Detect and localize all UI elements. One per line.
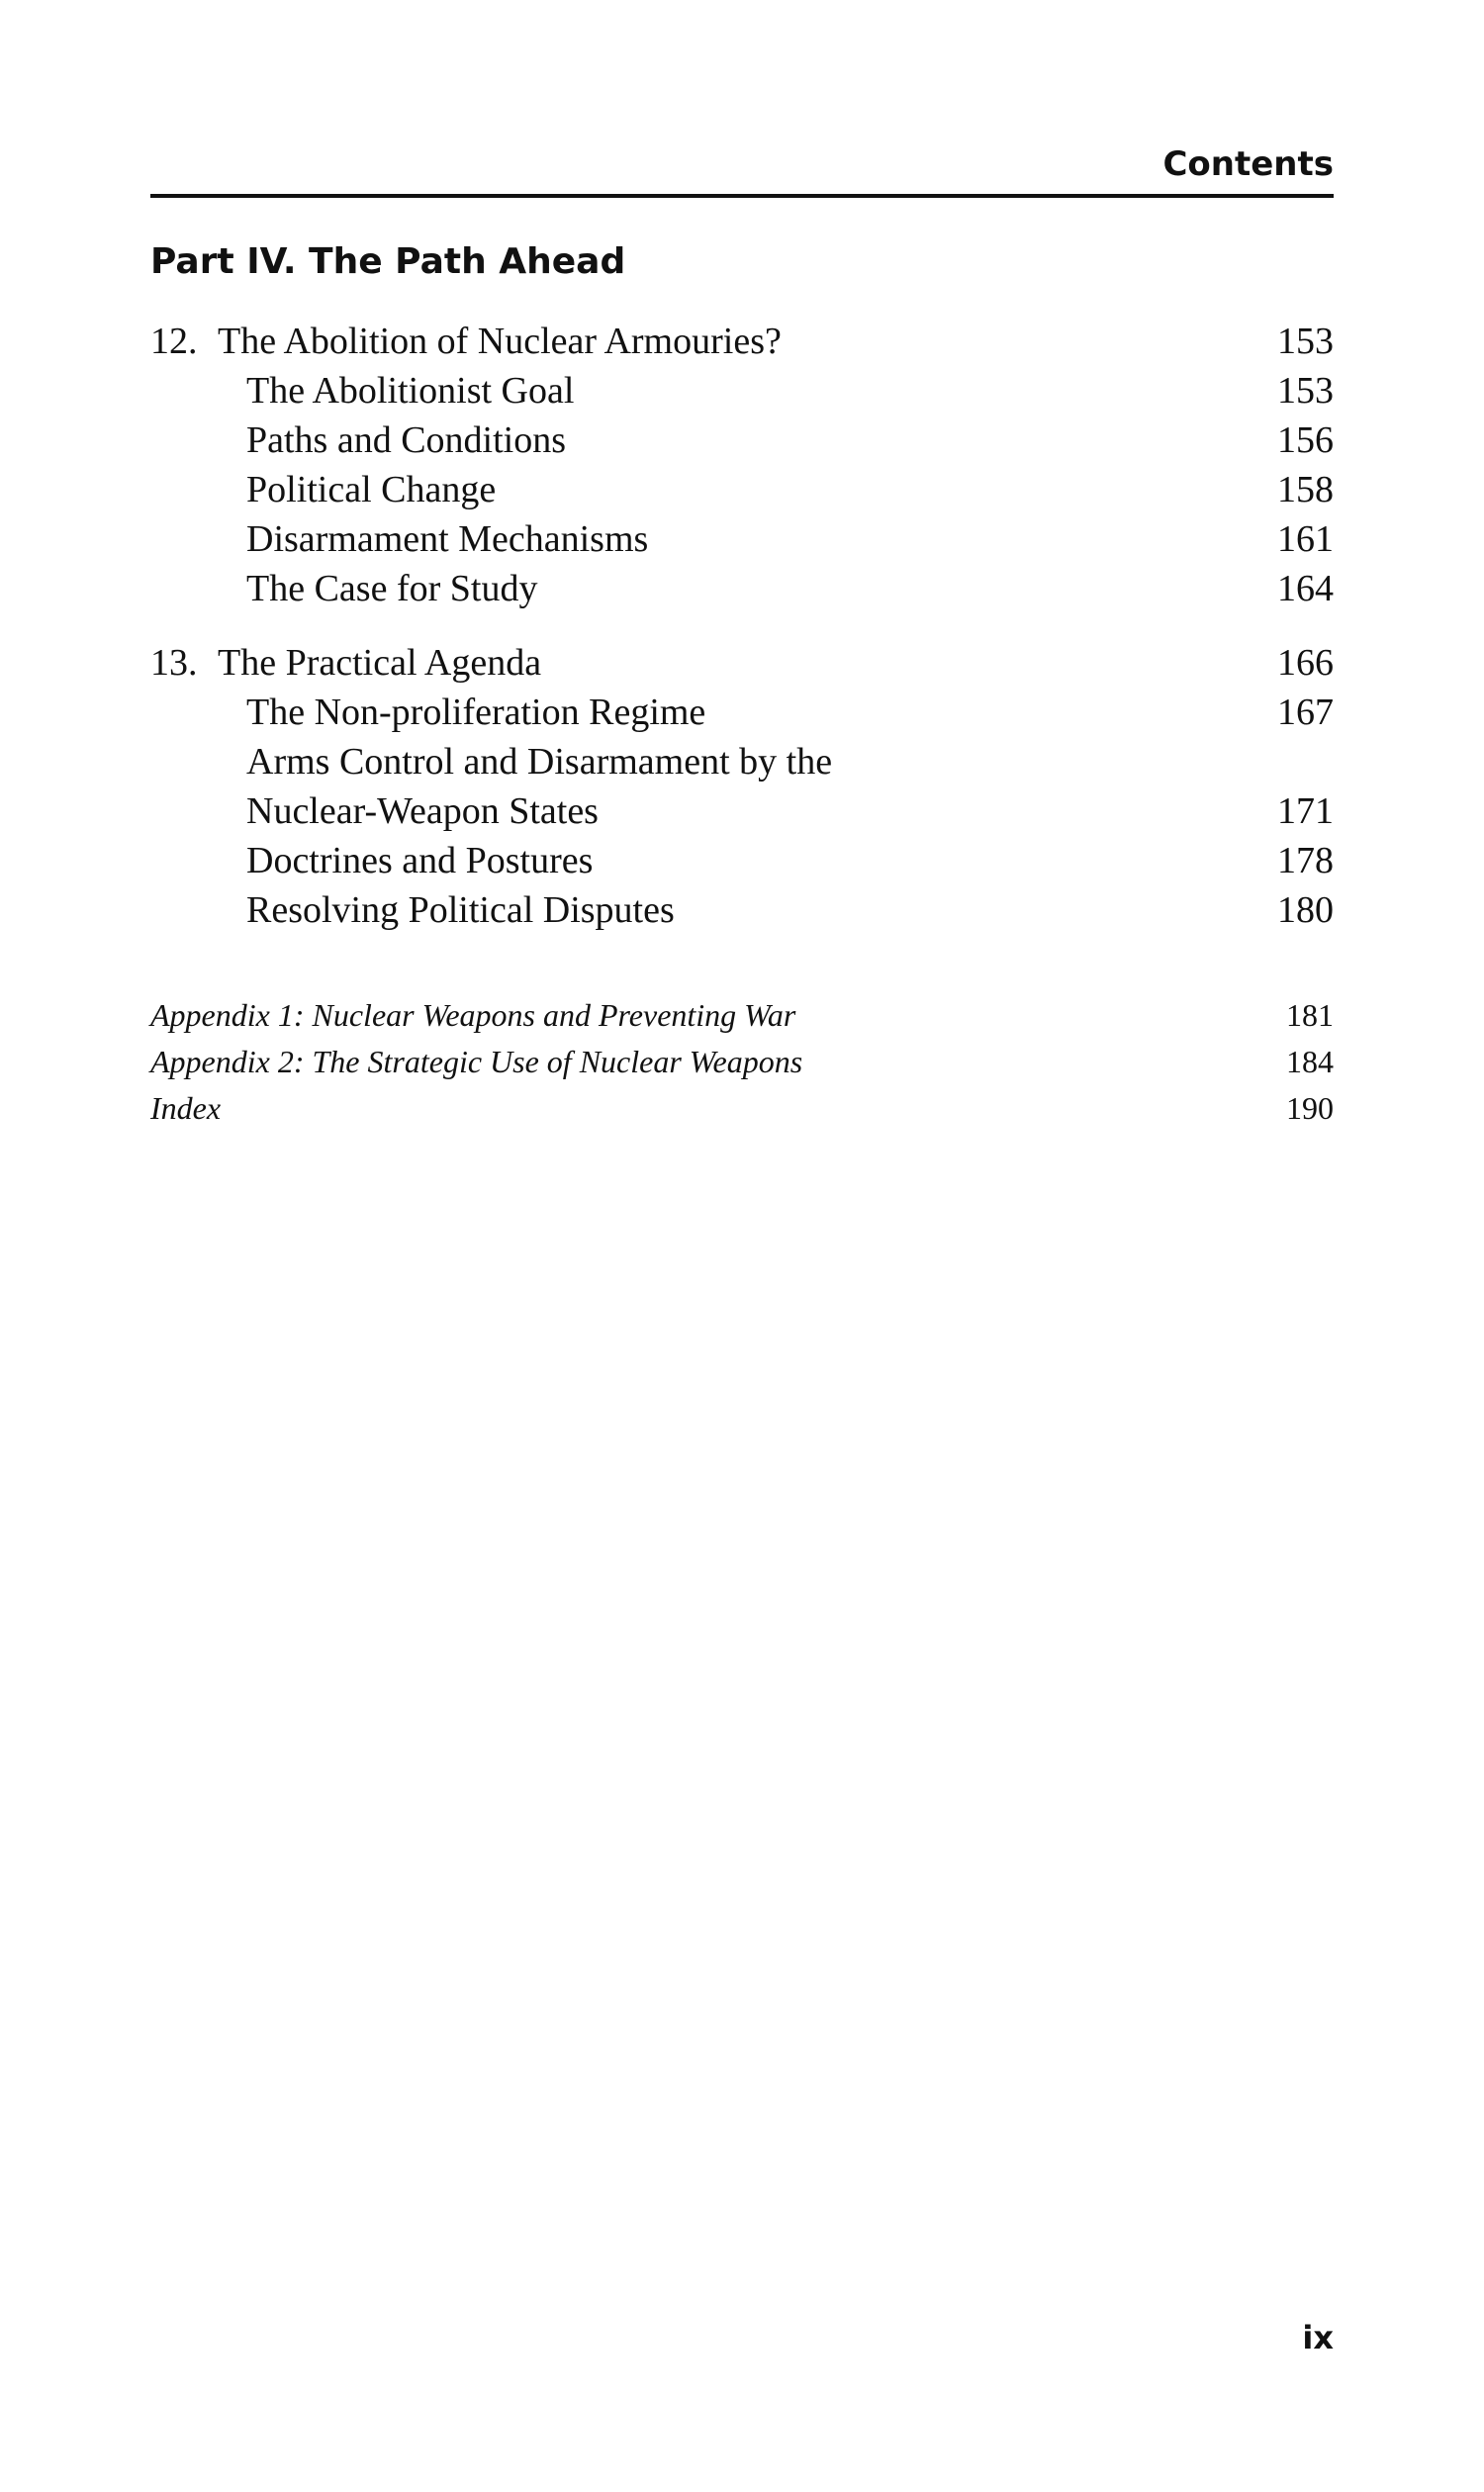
page-number: 166 bbox=[1277, 642, 1334, 684]
page-number: 164 bbox=[1277, 568, 1334, 609]
page-number: 156 bbox=[1277, 419, 1334, 461]
toc-back-matter-row[interactable] bbox=[150, 992, 1334, 1039]
chapter-title: The Practical Agenda bbox=[218, 642, 542, 684]
page-folio: ix bbox=[1302, 2319, 1334, 2356]
toc-section-row[interactable] bbox=[150, 514, 1334, 564]
page-number: 171 bbox=[1277, 790, 1334, 832]
toc-section-row[interactable] bbox=[150, 465, 1334, 514]
index-title: Index bbox=[150, 1090, 222, 1126]
section-title: Political Change bbox=[246, 469, 497, 510]
section-title: Nuclear-Weapon States bbox=[246, 790, 599, 832]
section-title: Paths and Conditions bbox=[246, 419, 567, 461]
toc-section-row[interactable] bbox=[150, 836, 1334, 885]
toc-section-row[interactable] bbox=[150, 737, 1334, 786]
toc-chapter-row[interactable] bbox=[150, 638, 1334, 688]
toc-chapter-12 bbox=[150, 317, 1334, 613]
section-title: The Non-proliferation Regime bbox=[246, 692, 706, 733]
page-number: 167 bbox=[1277, 692, 1334, 733]
page-number: 181 bbox=[1286, 997, 1334, 1033]
page-number: 180 bbox=[1277, 889, 1334, 931]
page-number: 184 bbox=[1286, 1044, 1334, 1079]
section-title: Resolving Political Disputes bbox=[246, 889, 675, 931]
toc-section-row[interactable] bbox=[150, 366, 1334, 415]
toc-back-matter-row[interactable] bbox=[150, 1085, 1334, 1132]
running-head: Contents bbox=[1162, 144, 1334, 184]
page-number: 153 bbox=[1277, 321, 1334, 362]
section-title: The Case for Study bbox=[246, 568, 538, 609]
page-number: 153 bbox=[1277, 370, 1334, 412]
header-rule bbox=[150, 194, 1334, 198]
toc-section-row[interactable] bbox=[150, 415, 1334, 465]
chapter-number: 12. bbox=[150, 321, 198, 362]
toc-chapter-13 bbox=[150, 638, 1334, 935]
appendix-title: Appendix 1: Nuclear Weapons and Preventing War bbox=[150, 997, 796, 1033]
toc-section-row[interactable] bbox=[150, 885, 1334, 935]
page-number: 178 bbox=[1277, 840, 1334, 881]
appendix-title: Appendix 2: The Strategic Use of Nuclear Weapons bbox=[150, 1044, 803, 1079]
chapter-title: The Abolition of Nuclear Armouries? bbox=[218, 321, 782, 362]
section-title: The Abolitionist Goal bbox=[246, 370, 575, 412]
page-number: 190 bbox=[1286, 1090, 1334, 1126]
toc-section-row[interactable] bbox=[150, 564, 1334, 613]
back-matter-list bbox=[150, 992, 1334, 1132]
page-number: 158 bbox=[1277, 469, 1334, 510]
part-title: Part IV. The Path Ahead bbox=[150, 241, 626, 282]
section-title: Doctrines and Postures bbox=[246, 840, 594, 881]
page-number: 161 bbox=[1277, 518, 1334, 560]
section-title: Arms Control and Disarmament by the bbox=[246, 741, 833, 783]
toc-back-matter-row[interactable] bbox=[150, 1039, 1334, 1085]
section-title: Disarmament Mechanisms bbox=[246, 518, 649, 560]
toc-section-row[interactable] bbox=[150, 786, 1334, 836]
chapter-number: 13. bbox=[150, 642, 198, 684]
toc-section-row[interactable] bbox=[150, 688, 1334, 737]
toc-chapter-row[interactable] bbox=[150, 317, 1334, 366]
